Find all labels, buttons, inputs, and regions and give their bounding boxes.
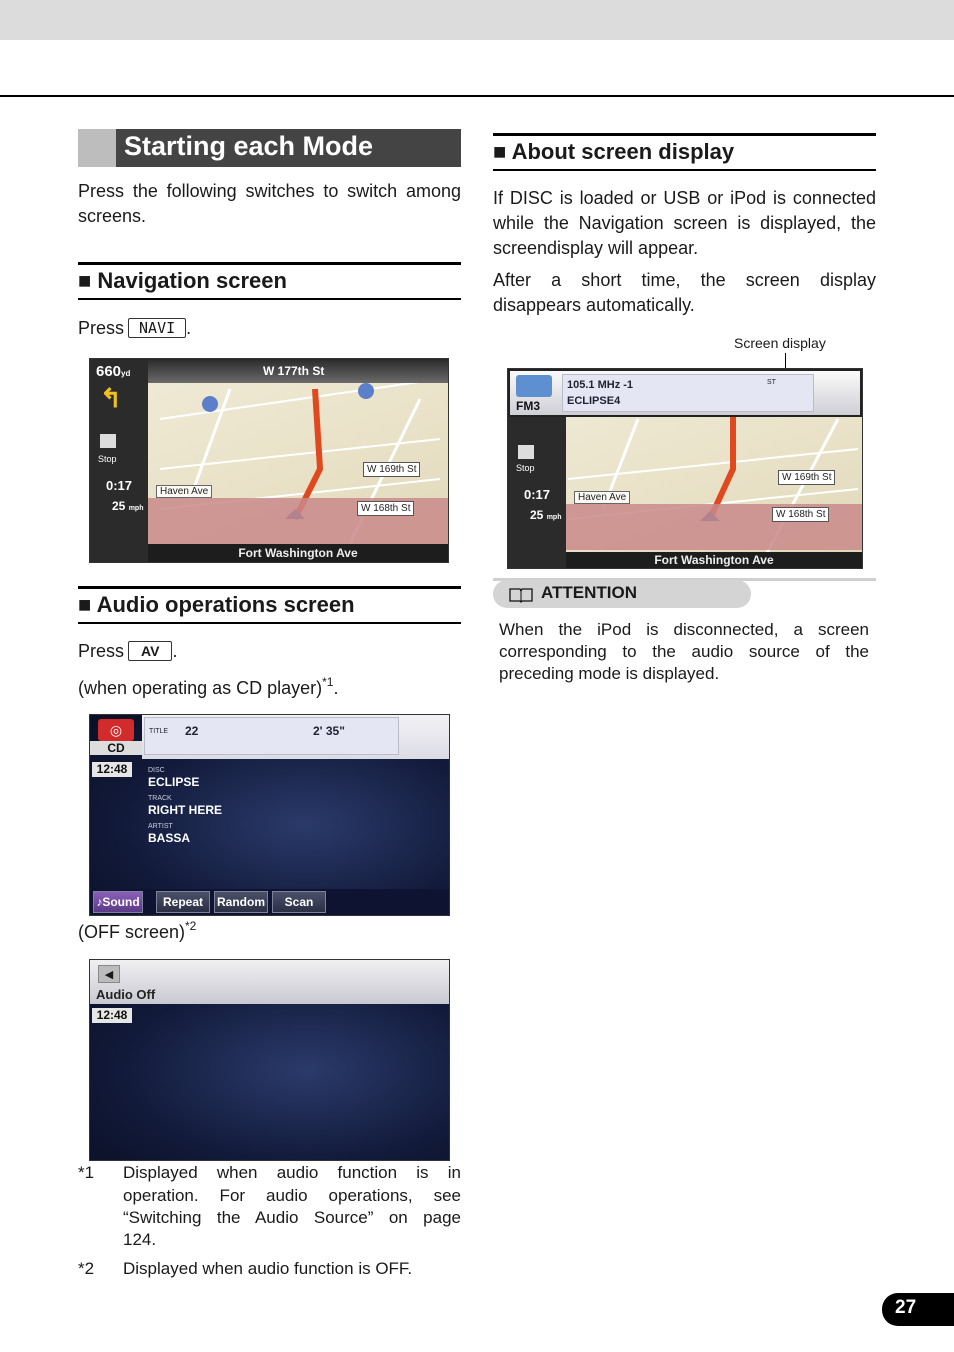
street-168: W 168th St: [357, 501, 414, 516]
navi-key: NAVI: [128, 318, 186, 338]
street-haven: Haven Ave: [156, 485, 212, 498]
radio-icon: [516, 375, 552, 397]
cd-screenshot: [89, 714, 450, 916]
header-rule: [0, 95, 954, 97]
stop-icon: [518, 445, 534, 459]
distance: 660yd: [96, 363, 131, 380]
cd-metadata: [148, 767, 222, 845]
map-street-bottom: Fort Washington Ave: [566, 552, 862, 568]
stop-label: Stop: [98, 454, 117, 464]
about-line: disappears automatically.: [493, 295, 695, 315]
nav-heading-text: ■ Navigation screen: [78, 268, 287, 293]
period: .: [186, 318, 192, 338]
banner-block: [78, 129, 116, 167]
press-navi: [78, 316, 278, 341]
street-169: W 169th St: [778, 470, 835, 485]
about-heading-text: ■ About screen display: [493, 139, 735, 164]
page-title: Starting each Mode: [124, 131, 374, 161]
cd-source-label: CD: [90, 741, 142, 755]
off-clock: 12:48: [92, 1008, 132, 1023]
track-value: RIGHT HERE: [148, 803, 223, 817]
about-line: screendisplay will appear.: [493, 238, 699, 258]
intro-line: screens.: [78, 206, 147, 226]
audio-overlay-bar: [508, 369, 862, 417]
navigation-screenshot: [89, 358, 449, 563]
map-side-panel: [90, 359, 148, 562]
cd-info-bar: [142, 715, 449, 759]
street-168: W 168th St: [772, 507, 829, 522]
repeat-button[interactable]: Repeat: [156, 891, 210, 913]
press-av: [78, 639, 278, 664]
about-heading: [493, 133, 876, 171]
map-street-bottom: Fort Washington Ave: [148, 544, 448, 562]
map-street-top: W 177th St: [148, 359, 448, 383]
footnote1-line: 124.: [123, 1230, 157, 1249]
audio-heading: [78, 586, 461, 624]
map-side-panel: [508, 417, 566, 569]
cd-info-field: [144, 717, 399, 755]
scan-button[interactable]: Scan: [272, 891, 326, 913]
stop-icon: [100, 434, 116, 448]
header-band: [0, 0, 954, 40]
fm-info-field: [562, 374, 814, 412]
elapsed-time: 2' 35": [313, 724, 345, 738]
press-word: Press: [78, 318, 125, 338]
stereo-indicator: ST: [767, 379, 776, 386]
disc-label: DISC: [148, 767, 165, 774]
cd-clock: 12:48: [92, 762, 132, 777]
cd-note-text: (when operating as CD player): [78, 678, 323, 698]
speaker-off-icon: ◀: [98, 965, 120, 983]
attention-line: corresponding to the audio source of the: [499, 642, 869, 661]
section-banner: [78, 129, 461, 167]
title-num: 22: [185, 724, 199, 738]
period: .: [172, 641, 178, 661]
footnote1-line: operation. For audio operations, see: [123, 1186, 461, 1205]
cd-button-bar: [90, 889, 449, 915]
press-word: Press: [78, 641, 125, 661]
cd-note: (when operating as CD player)$^{*1}$.: [78, 675, 339, 698]
street-169: W 169th St: [363, 462, 420, 477]
cd-side-panel: [90, 715, 142, 915]
attention-line: When the iPod is disconnected, a screen: [499, 620, 869, 639]
footnote1-mark: *1: [78, 1163, 95, 1182]
eta: 0:17: [106, 478, 133, 493]
street-haven: Haven Ave: [574, 491, 630, 504]
eta: 0:17: [524, 487, 551, 502]
about-line: After a short time, the screen display: [493, 270, 876, 290]
random-button[interactable]: Random: [214, 891, 268, 913]
speed: 25 mph: [530, 508, 562, 522]
about-line: while the Navigation screen is displayed, the: [493, 213, 876, 233]
nav-heading: [78, 262, 461, 300]
stop-label: Stop: [516, 463, 535, 473]
callout-line: [785, 353, 786, 369]
cd-disc-icon: ◎: [98, 719, 134, 741]
attention-line: preceding mode is displayed.: [499, 664, 720, 683]
title-label: TITLE: [149, 728, 169, 735]
fm-station: ECLIPSE4: [567, 395, 621, 407]
av-key: AV: [128, 641, 172, 661]
artist-value: BASSA: [148, 831, 191, 845]
intro-line: Press the following switches to switch among: [78, 181, 461, 201]
page-number-tab: [882, 1293, 954, 1326]
turn-left-icon: ↰: [100, 383, 122, 413]
cd-note-sup: *1: [322, 675, 334, 689]
fm-frequency: 105.1 MHz -1: [567, 379, 634, 391]
speed: 25 mph: [112, 499, 144, 513]
footnote1-line: Displayed when audio function is in: [123, 1163, 461, 1182]
artist-label: ARTIST: [148, 823, 173, 830]
page-number: 27: [895, 1297, 917, 1318]
off-note-sup: *2: [185, 919, 197, 933]
screen-display-callout: Screen display: [734, 335, 826, 351]
audio-heading-text: ■ Audio operations screen: [78, 592, 355, 617]
footnote2-mark: *2: [78, 1259, 95, 1278]
track-label: TRACK: [148, 795, 172, 802]
about-line: If DISC is loaded or USB or iPod is connected: [493, 188, 876, 208]
footnote2-text: Displayed when audio function is OFF.: [123, 1259, 413, 1278]
sound-button[interactable]: ♪Sound: [93, 891, 143, 913]
book-icon: [509, 586, 533, 603]
fm-navigation-screenshot: [507, 368, 863, 569]
off-note-text: (OFF screen): [78, 922, 186, 942]
fm-band: FM3: [516, 399, 540, 413]
off-note: [78, 914, 461, 945]
disc-value: ECLIPSE: [148, 775, 200, 789]
audio-off-screenshot: [89, 959, 450, 1161]
audio-off-label: Audio Off: [96, 987, 156, 1002]
footnote1-line: “Switching the Audio Source” on page: [123, 1208, 461, 1227]
attention-title: ATTENTION: [541, 583, 638, 602]
